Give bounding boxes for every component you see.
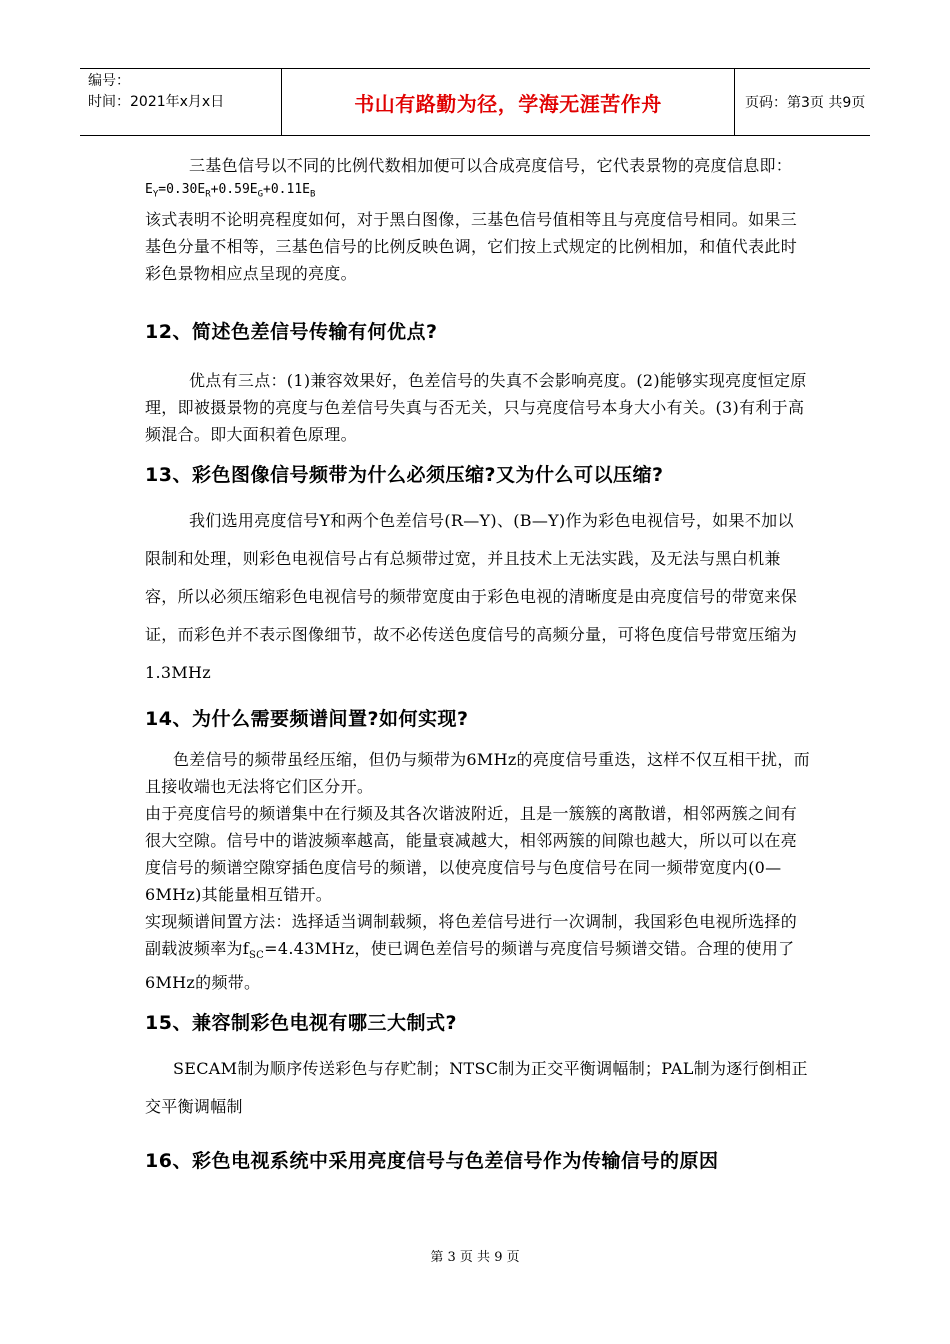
header-motto: 书山有路勤为径，学海无涯苦作舟 — [282, 69, 735, 135]
question-14-paragraph-1: 色差信号的频带虽经压缩，但仍与频带为6MHz的亮度信号重迭，这样不仅互相干扰，而且接收端也无法将它们区分开。 — [145, 749, 810, 796]
header-page-label: 页码：第3页 共9页 — [745, 95, 866, 111]
page-header — [80, 68, 870, 136]
question-12-title: 12、简述色差信号传输有何优点? — [145, 320, 438, 343]
document-body — [145, 152, 810, 1176]
number-label: 编号： — [88, 73, 130, 89]
question-12-answer: 优点有三点：(1)兼容效果好，色差信号的失真不会影响亮度。(2)能够实现亮度恒定原理，即被摄景物的亮度与色差信号失真与否无关，只与亮度信号本身大小有关。(3)有利于高频混合。即大面积着色原理。 — [145, 370, 807, 444]
date-label: 时间：2021年x月x日 — [88, 94, 225, 110]
intro-paragraph-2: 该式表明不论明亮程度如何，对于黑白图像，三基色信号值相等且与亮度信号相同。如果三基色分量不相等，三基色信号的比例反映色调，它们按上式规定的比例相加，和值代表此时彩色景物相应点呈现的亮度。 — [145, 209, 798, 283]
intro-paragraph-1: 三基色信号以不同的比例代数相加便可以合成亮度信号，它代表景物的亮度信息即： — [189, 156, 793, 175]
question-13-answer: 我们选用亮度信号Y和两个色差信号(R—Y)、(B—Y)作为彩色电视信号，如果不加以限制和处理，则彩色电视信号占有总频带过宽，并且技术上无法实践，及无法与黑白机兼容，所以必须压缩彩色电视信号的频带宽度由于彩色电视的清晰度是由亮度信号的带宽来保证，而彩色并不表示图像细节，故不必传送色度信号的高频分量，可将色度信号带宽压缩为1.3MHz — [145, 510, 798, 682]
question-15-answer: SECAM制为顺序传送彩色与存贮制；NTSC制为正交平衡调幅制；PAL制为逐行倒相正交平衡调幅制 — [145, 1058, 808, 1116]
header-meta — [80, 69, 282, 135]
question-13-title: 13、彩色图像信号频带为什么必须压缩?又为什么可以压缩? — [145, 463, 664, 486]
question-14-paragraph-2: 由于亮度信号的频谱集中在行频及其各次谐波附近，且是一簇簇的离散谱，相邻两簇之间有很大空隙。信号中的谐波频率越高，能量衰减越大，相邻两簇的间隙也越大，所以可以在亮度信号的频谱空隙穿插色度信号的频谱，以使亮度信号与色度信号在同一频带宽度内(0—6MHz)其能量相互错开。 — [145, 803, 798, 904]
question-15-title: 15、兼容制彩色电视有哪三大制式? — [145, 1011, 457, 1034]
question-14-paragraph-3: 实现频谱间置方法：选择适当调制载频，将色差信号进行一次调制，我国彩色电视所选择的副载波频率为$f_{SC}=4.43MHz$，使已调色差信号的频谱与亮度信号频谱交错。合理的使用了6MHz的频带。 — [145, 911, 798, 992]
question-16-title: 16、彩色电视系统中采用亮度信号与色差信号作为传输信号的原因 — [145, 1149, 719, 1172]
question-14-title: 14、为什么需要频谱间置?如何实现? — [145, 707, 469, 730]
page-footer: 第 3 页 共 9 页 — [430, 1250, 520, 1265]
luminance-formula: $E_Y=0.30E_R+0.59E_G+0.11E_B$ — [145, 182, 316, 200]
